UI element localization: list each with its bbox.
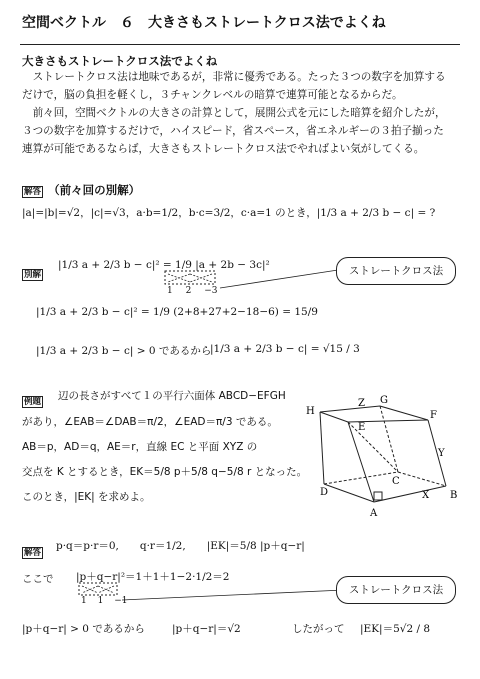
label-B: B [450,490,458,501]
section-heading: 大きさもストレートクロス法でよくね [22,54,218,68]
intro-line: 連算が可能であるならば，大きさもストレートクロス法でやればよい気がしてくる。 [22,143,425,155]
reidai-line: AB＝p，AD＝q，AE＝r，直線 EC と平面 XYZ の [22,441,258,453]
kaito2-line1: p·q＝p·r＝0, q·r＝1/2, |EK|＝5/8 |p＋q−r| [56,540,305,552]
title-rule [20,44,460,45]
last-pre: |p＋q−r| > 0 であるから [22,623,145,635]
intro-line: だけで，脳の負担を軽くし，３チャンクレベルの暗算で連算可能となるからだ。 [22,89,403,101]
intro-line: ３つの数字を加算するだけで，ハイスピード，省スペース，省エネルギーの３拍子揃った [22,125,444,137]
kaito-tag: 解答 [24,187,42,197]
kaito1-heading: （前々回の別解） [48,183,141,197]
label-C: C [392,476,400,487]
label-Y: Y [438,448,445,459]
reidai-row [22,389,43,408]
label-Z: Z [358,398,365,409]
reidai-line: 交点を K とするとき，EK＝5/8 p＋5/8 q−5/8 r となった。 [22,466,308,478]
intro-line: 前々回，空間ベクトルの大きさの計算として，展開公式を元にした暗算を紹介したが， [22,107,446,119]
parallelepiped-figure [300,392,470,522]
last-mid: |p＋q−r|＝√2 [172,623,241,635]
kaito2-expression: |p＋q−r|²＝1＋1＋1−2·1/2＝2 [76,571,230,583]
intro-line: ストレートクロス法は地味であるが，非常に優秀である。たった３つの数字を加算する [22,71,446,83]
reidai-statement-cont [22,410,307,510]
last-result: |EK|＝5√2 / 8 [360,623,431,635]
betsukai-expression: |1/3 a + 2/3 b − c|² = 1/9 |a + 2b − 3c|² [58,259,270,271]
betsukai-row [22,262,43,281]
calc-line-2-result: |1/3 a + 2/3 b − c| = √15 / 3 [210,343,360,355]
kaito-tag-2: 解答 [24,548,42,558]
reidai-tag: 例題 [24,397,42,407]
reidai-line: があり，∠EAB＝∠DAB＝π/2，∠EAD＝π/3 である。 [22,416,278,428]
label-H: H [306,406,315,417]
cross-num: 1 [167,286,173,296]
betsukai-tag: 別解 [24,270,42,280]
kaito2-row [22,540,43,559]
calc-line-2-pre: |1/3 a + 2/3 b − c| > 0 であるから [36,345,212,357]
reidai-line: このとき，|EK| を求めよ。 [22,491,151,503]
cross-numbers-1 [167,286,218,296]
callout-straight-cross-1: ストレートクロス法 [336,257,456,285]
label-F: F [430,410,437,421]
label-G: G [380,395,388,406]
koko-de: ここで [22,573,54,585]
given-condition: |a|=|b|=√2，|c|=√3，a·b=1/2，b·c=3/2，c·a=1 のとき，|1/3 a + 2/3 b − c| = ? [22,207,436,219]
cross-num: −1 [114,596,128,606]
cross-num: 1 [97,596,104,606]
label-X: X [422,490,430,501]
label-D: D [320,487,329,498]
reidai-line: 辺の長さがすべて１の平行六面体 ABCD−EFGH [58,390,286,402]
cross-num: −3 [204,286,218,296]
label-E: E [358,422,366,433]
intro-paragraph [22,68,446,158]
cross-num: 1 [81,596,87,606]
cross-numbers-2 [81,596,128,606]
kaito1-heading-row [22,179,140,198]
callout-straight-cross-2: ストレートクロス法 [336,576,456,604]
label-A: A [370,508,378,519]
page-title: 空間ベクトル ６ 大きさもストレートクロス法でよくね [22,15,386,31]
calc-line-1: |1/3 a + 2/3 b − c|² = 1/9 (2+8+27+2−18−6) = 15/9 [36,306,318,318]
cross-num: 2 [185,286,192,296]
reidai-statement [58,386,286,406]
last-therefore: したがって [292,623,345,635]
